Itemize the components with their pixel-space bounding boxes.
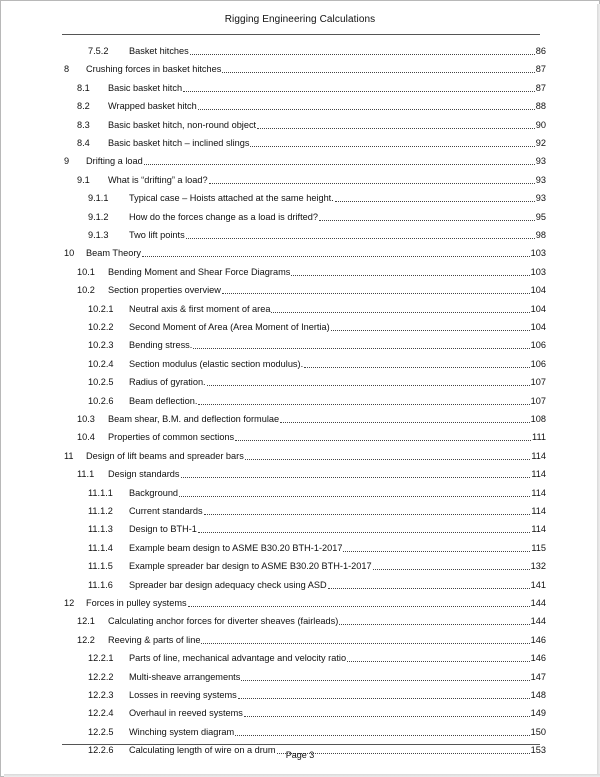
toc-entry-page: 146	[530, 634, 546, 645]
toc-dot-leader	[319, 219, 535, 221]
toc-dot-leader	[291, 274, 529, 276]
toc-dot-leader	[347, 660, 530, 662]
toc-entry[interactable]	[88, 724, 546, 738]
toc-entry-page: 150	[530, 726, 546, 737]
toc-entry-title: Overhaul in reeved systems	[129, 708, 243, 719]
toc-dot-leader	[280, 421, 530, 423]
toc-entry-page: 107	[530, 395, 546, 406]
toc-dot-leader	[222, 292, 530, 294]
toc-entry-number: 8.1	[77, 82, 90, 93]
toc-dot-leader	[339, 623, 529, 625]
toc-entry-number: 11.1.4	[88, 542, 113, 553]
toc-entry-page: 108	[530, 414, 546, 424]
toc-entry-title: Beam Theory	[86, 248, 141, 259]
toc-dot-leader	[250, 145, 534, 147]
toc-entry-number: 12.2.5	[88, 726, 114, 737]
toc-entry-page: 144	[530, 598, 546, 608]
toc-entry-page: 103	[530, 266, 546, 277]
toc-entry[interactable]	[64, 61, 546, 75]
toc-entry-title: Second Moment of Area (Area Moment of Inertia)	[129, 322, 330, 332]
toc-dot-leader	[241, 679, 529, 681]
toc-entry[interactable]	[77, 613, 546, 627]
toc-entry[interactable]	[88, 301, 546, 315]
toc-entry-page: 87	[535, 82, 546, 93]
toc-entry[interactable]	[77, 135, 546, 149]
toc-entry-page: 104	[530, 285, 546, 296]
toc-dot-leader	[198, 403, 529, 405]
toc-entry-page: 98	[535, 230, 546, 240]
toc-entry-title: Forces in pulley systems	[86, 598, 187, 608]
toc-entry[interactable]	[77, 117, 546, 131]
toc-dot-leader	[188, 605, 530, 607]
toc-entry-title: Example spreader bar design to ASME B30.20 BTH-1-2017	[129, 561, 372, 572]
toc-entry[interactable]	[88, 227, 546, 241]
toc-dot-leader	[179, 495, 530, 497]
toc-dot-leader	[209, 182, 535, 184]
toc-dot-leader	[271, 311, 529, 313]
toc-entry[interactable]	[88, 43, 546, 57]
toc-dot-leader	[331, 329, 530, 331]
header-rule	[62, 34, 540, 35]
toc-entry-number: 10.2.1	[88, 303, 114, 314]
toc-entry-title: Reeving & parts of line	[108, 634, 201, 645]
toc-entry[interactable]	[88, 503, 546, 517]
toc-entry-number: 10.2.2	[88, 322, 114, 332]
toc-entry-title: Losses in reeving systems	[129, 690, 237, 700]
toc-entry-page: 107	[530, 377, 546, 388]
toc-entry-title: Calculating length of wire on a drum	[129, 745, 276, 756]
toc-dot-leader	[186, 237, 535, 239]
toc-entry[interactable]	[88, 319, 546, 333]
toc-entry-number: 12.2	[77, 634, 95, 645]
header-title: Rigging Engineering Calculations	[224, 14, 376, 25]
toc-entry-number: 12.2.2	[88, 671, 114, 682]
toc-entry-title: Basic basket hitch, non-round object	[108, 119, 257, 130]
toc-entry[interactable]	[88, 669, 546, 683]
toc-dot-leader	[257, 127, 535, 129]
toc-entry-number: 12.2.1	[88, 653, 114, 664]
toc-entry[interactable]	[88, 485, 546, 499]
toc-entry-number: 7.5.2	[88, 46, 109, 56]
toc-entry-number: 9.1.2	[88, 211, 109, 222]
toc-entry[interactable]	[77, 264, 546, 278]
toc-entry-page: 153	[530, 745, 546, 756]
toc-entry-number: 8.4	[77, 138, 90, 148]
toc-dot-leader	[328, 587, 530, 589]
toc-entry[interactable]	[77, 632, 546, 646]
toc-entry-title: Typical case – Hoists attached at the same height.	[129, 193, 334, 204]
toc-entry[interactable]	[88, 190, 546, 204]
toc-entry-title: Parts of line, mechanical advantage and velocity ratio	[129, 653, 347, 664]
toc-entry-page: 86	[535, 46, 546, 56]
toc-entry-page: 106	[530, 340, 546, 351]
toc-dot-leader	[144, 163, 535, 165]
toc-entry-page: 114	[531, 469, 546, 480]
toc-entry-page: 114	[531, 524, 546, 535]
toc-entry[interactable]	[88, 393, 546, 407]
toc-dot-leader	[198, 108, 535, 110]
toc-entry-number: 10.1	[77, 266, 95, 277]
toc-entry-number: 9	[64, 156, 70, 167]
toc-entry-title: Basic basket hitch	[108, 82, 183, 93]
toc-entry-number: 11.1.2	[88, 506, 113, 516]
toc-entry[interactable]	[88, 687, 546, 701]
toc-entry-number: 8.2	[77, 101, 90, 112]
toc-dot-leader	[181, 476, 531, 478]
toc-dot-leader	[335, 200, 535, 202]
toc-entry-page: 87	[535, 64, 546, 75]
toc-entry-number: 11.1.3	[88, 524, 113, 535]
toc-entry[interactable]	[77, 429, 546, 443]
toc-entry-number: 8.3	[77, 119, 90, 130]
toc-entry-title: Design standards	[108, 469, 180, 480]
toc-entry-title: Bending Moment and Shear Force Diagrams	[108, 266, 291, 277]
toc-entry-number: 12.2.4	[88, 708, 114, 719]
toc-dot-leader	[204, 513, 531, 515]
toc-entry-title: Winching system diagram	[129, 726, 235, 737]
toc-entry-page: 92	[535, 138, 546, 148]
toc-entry-page: 114	[531, 487, 546, 498]
toc-entry-number: 10.2.6	[88, 395, 114, 406]
toc-entry-page: 93	[535, 193, 546, 204]
toc-entry[interactable]	[64, 595, 546, 609]
toc-entry[interactable]	[88, 521, 546, 535]
toc-entry-number: 10.3	[77, 414, 95, 424]
toc-entry-number: 10.4	[77, 432, 95, 443]
toc-entry-title: Design of lift beams and spreader bars	[86, 450, 244, 461]
toc-dot-leader	[198, 531, 530, 533]
toc-entry[interactable]	[88, 705, 546, 719]
toc-entry[interactable]	[88, 337, 546, 351]
toc-entry-title: Section properties overview	[108, 285, 221, 296]
toc-dot-leader	[193, 347, 529, 349]
toc-entry-title: Section modulus (elastic section modulus).	[129, 358, 304, 369]
toc-entry-number: 11	[64, 450, 74, 461]
toc-dot-leader	[222, 71, 534, 73]
footer-page-label: Page 3	[285, 750, 315, 760]
toc-entry-page: 88	[535, 101, 546, 112]
toc-entry-title: Design to BTH-1	[129, 524, 197, 535]
toc-entry-number: 10.2.4	[88, 358, 114, 369]
toc-entry-page: 90	[535, 119, 546, 130]
toc-entry[interactable]	[64, 245, 546, 259]
toc-dot-leader	[343, 550, 530, 552]
toc-entry-page: 147	[530, 671, 546, 682]
toc-entry-title: Basket hitches	[129, 46, 189, 56]
toc-entry-title: How do the forces change as a load is drifted?	[129, 211, 318, 222]
toc-entry-number: 12	[64, 598, 75, 608]
toc-entry-title: Wrapped basket hitch	[108, 101, 197, 112]
toc-entry[interactable]	[88, 209, 546, 223]
toc-dot-leader	[373, 568, 530, 570]
toc-dot-leader	[304, 366, 530, 368]
toc-entry[interactable]	[77, 282, 546, 296]
toc-entry[interactable]	[77, 98, 546, 112]
toc-entry-page: 114	[531, 450, 546, 461]
toc-entry-page: 103	[530, 248, 546, 259]
toc-entry-title: Properties of common sections	[108, 432, 235, 443]
toc-entry-number: 12.2.6	[88, 745, 114, 756]
toc-entry-title: Beam shear, B.M. and deflection formulae	[108, 414, 280, 424]
toc-entry-number: 11.1.6	[88, 579, 113, 590]
toc-entry-number: 9.1	[77, 174, 90, 185]
toc-entry-number: 11.1.1	[88, 487, 113, 498]
toc-entry[interactable]	[88, 374, 546, 388]
toc-dot-leader	[201, 642, 529, 644]
toc-entry-number: 10.2	[77, 285, 95, 296]
toc-entry-page: 114	[531, 506, 546, 516]
toc-entry[interactable]	[88, 577, 546, 591]
toc-entry[interactable]	[88, 356, 546, 370]
toc-entry[interactable]	[64, 448, 546, 462]
toc-entry-page: 93	[535, 174, 546, 185]
toc-dot-leader	[183, 90, 535, 92]
toc-entry-page: 141	[530, 579, 546, 590]
toc-entry-number: 11.1	[77, 469, 95, 480]
toc-entry-page: 104	[530, 322, 546, 332]
toc-entry-title: Current standards	[129, 506, 203, 516]
toc-entry-title: Crushing forces in basket hitches	[86, 64, 222, 75]
toc-entry-page: 148	[530, 690, 546, 700]
toc-entry[interactable]	[64, 153, 546, 167]
toc-entry[interactable]	[77, 411, 546, 425]
toc-entry-title: Multi-sheave arrangements	[129, 671, 241, 682]
toc-entry-page: 132	[530, 561, 546, 572]
toc-dot-leader	[238, 697, 530, 699]
toc-entry-number: 10.2.3	[88, 340, 114, 351]
toc-entry-page: 106	[530, 358, 546, 369]
toc-entry-title: Drifting a load	[86, 156, 143, 167]
toc-dot-leader	[207, 384, 530, 386]
toc-entry-title: Calculating anchor forces for diverter sheaves (fairleads)	[108, 616, 339, 627]
toc-entry-title: What is “drifting” a load?	[108, 174, 208, 185]
toc-entry-page: 104	[530, 303, 546, 314]
toc-entry-title: Basic basket hitch – inclined slings	[108, 138, 250, 148]
toc-entry-number: 12.2.3	[88, 690, 114, 700]
toc-entry-number: 10	[64, 248, 75, 259]
toc-entry-page: 144	[530, 616, 546, 627]
toc-entry[interactable]	[77, 80, 546, 94]
toc-dot-leader	[235, 734, 529, 736]
toc-dot-leader	[244, 715, 530, 717]
toc-dot-leader	[190, 53, 535, 55]
toc-entry-number: 12.1	[77, 616, 95, 627]
toc-entry-number: 8	[64, 64, 70, 75]
toc-entry-page: 93	[535, 156, 546, 167]
toc-entry-page: 95	[535, 211, 546, 222]
toc-entry-title: Radius of gyration.	[129, 377, 206, 388]
toc-dot-leader	[142, 255, 530, 257]
toc-entry-title: Example beam design to ASME B30.20 BTH-1-2017	[129, 542, 343, 553]
toc-entry[interactable]	[88, 540, 546, 554]
toc-dot-leader	[245, 458, 531, 460]
toc-entry-title: Bending stress.	[129, 340, 193, 351]
toc-entry-number: 10.2.5	[88, 377, 114, 388]
toc-entry-title: Spreader bar design adequacy check using ASD	[129, 579, 327, 590]
toc-dot-leader	[235, 439, 531, 441]
toc-entry-number: 11.1.5	[88, 561, 113, 572]
toc-entry[interactable]	[77, 172, 546, 186]
toc-entry-page: 149	[530, 708, 546, 719]
toc-entry[interactable]	[88, 650, 546, 664]
toc-entry-number: 9.1.3	[88, 230, 109, 240]
toc-entry-page: 115	[531, 542, 546, 553]
toc-entry[interactable]	[77, 466, 546, 480]
toc-entry-page: 146	[530, 653, 546, 664]
toc-entry-title: Two lift points	[129, 230, 185, 240]
toc-entry-title: Background	[129, 487, 179, 498]
toc-entry-page: 111	[532, 432, 546, 443]
toc-entry[interactable]	[88, 558, 546, 572]
footer-rule	[62, 744, 540, 745]
toc-entry-number: 9.1.1	[88, 193, 109, 204]
toc-entry-title: Neutral axis & first moment of area	[129, 303, 271, 314]
toc-entry-title: Beam deflection.	[129, 395, 198, 406]
